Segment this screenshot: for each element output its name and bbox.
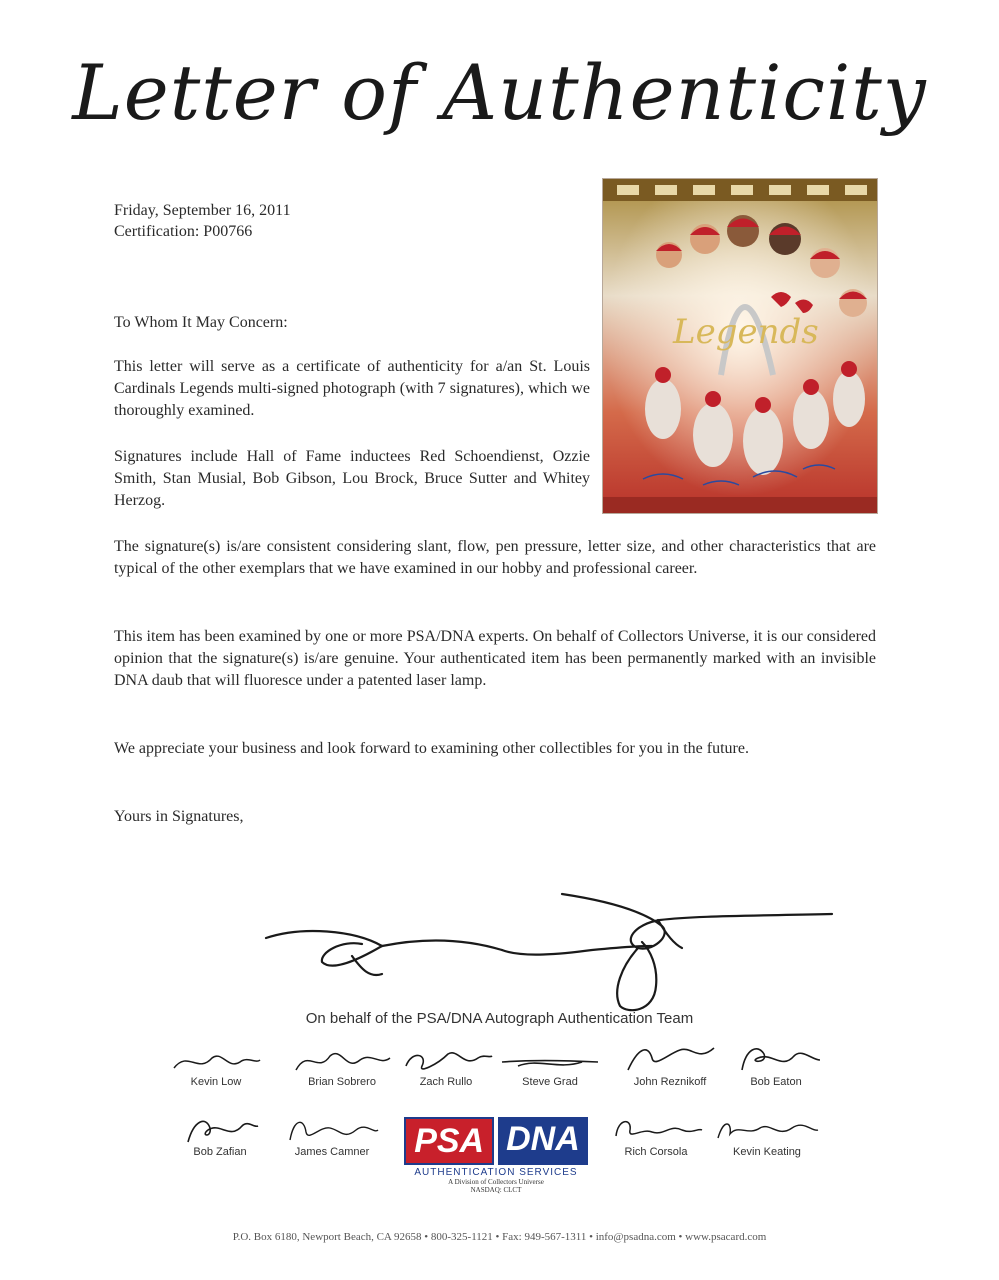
footer-contact: P.O. Box 6180, Newport Beach, CA 92658 • 800-325-1121 • Fax: 949-567-1311 • info@psadna.com • www.psacard.com	[232, 1231, 767, 1243]
team-name: Brian Sobrero	[308, 1076, 376, 1088]
item-photograph	[602, 178, 878, 514]
team-signature-john-reznikoff	[618, 1040, 722, 1088]
team-signature-james-camner	[282, 1112, 382, 1158]
psa-dna-logo	[398, 1117, 594, 1194]
team-name: John Reznikoff	[633, 1076, 707, 1088]
team-signature-bob-eaton	[728, 1040, 824, 1088]
team-signature-zach-rullo	[398, 1044, 494, 1088]
main-signature	[262, 890, 842, 1025]
psa-wordmark: PSA	[404, 1117, 494, 1165]
dna-wordmark: DNA	[498, 1117, 588, 1165]
paragraph-3: The signature(s) is/are consistent considering slant, flow, pen pressure, letter size, and other characteristics that are typical of the other exemplars that we have examined in our hobby and professional career.	[114, 538, 876, 577]
svg-text:Legends: Legends	[673, 312, 819, 352]
team-name: Kevin Keating	[733, 1146, 801, 1158]
paragraph-1: This letter will serve as a certificate of authenticity for a/an St. Louis Cardinals Legends multi-signed photograph (with 7 signatures), which we thoroughly examined.	[114, 358, 590, 419]
team-signature-kevin-keating	[712, 1112, 822, 1158]
letter-title: Letter of Authenticity	[72, 48, 927, 137]
letter-header	[114, 200, 291, 242]
team-signature-bob-zafian	[180, 1112, 260, 1158]
team-name: Steve Grad	[522, 1076, 578, 1088]
closing-line: Yours in Signatures,	[114, 808, 244, 825]
team-name: Bob Eaton	[750, 1076, 802, 1088]
on-behalf-line: On behalf of the PSA/DNA Autograph Authentication Team	[305, 1010, 694, 1027]
team-signature-steve-grad	[498, 1044, 602, 1088]
team-signature-kevin-low	[168, 1044, 264, 1088]
team-name: Zach Rullo	[419, 1076, 473, 1088]
team-signature-rich-corsola	[608, 1112, 704, 1158]
team-name: Bob Zafian	[193, 1146, 247, 1158]
team-name: Kevin Low	[190, 1076, 242, 1088]
logo-division: A Division of Collectors Universe	[448, 1178, 544, 1186]
salutation: To Whom It May Concern:	[114, 314, 288, 331]
paragraph-2: Signatures include Hall of Fame inductees Red Schoendienst, Ozzie Smith, Stan Musial, Bob Gibson, Lou Brock, Bruce Sutter and Whitey Herzog.	[114, 448, 590, 509]
team-name: Rich Corsola	[624, 1146, 688, 1158]
paragraph-5: We appreciate your business and look forward to examining other collectibles for you in the future.	[114, 740, 749, 757]
paragraph-4: This item has been examined by one or more PSA/DNA experts. On behalf of Collectors Universe, it is our considered opinion that the signature(s) is/are genuine. Your authenticated item has been permanently marked with an invisible DNA daub that will fluoresce under a patented laser lamp.	[114, 628, 876, 689]
team-name: James Camner	[294, 1146, 370, 1158]
team-signature-brian-sobrero	[290, 1044, 394, 1088]
logo-subtitle: AUTHENTICATION SERVICES	[414, 1167, 578, 1178]
logo-nasdaq: NASDAQ: CLCT	[470, 1186, 522, 1194]
letter-date: Friday, September 16, 2011	[114, 202, 291, 219]
certification-number: Certification: P00766	[114, 223, 253, 240]
